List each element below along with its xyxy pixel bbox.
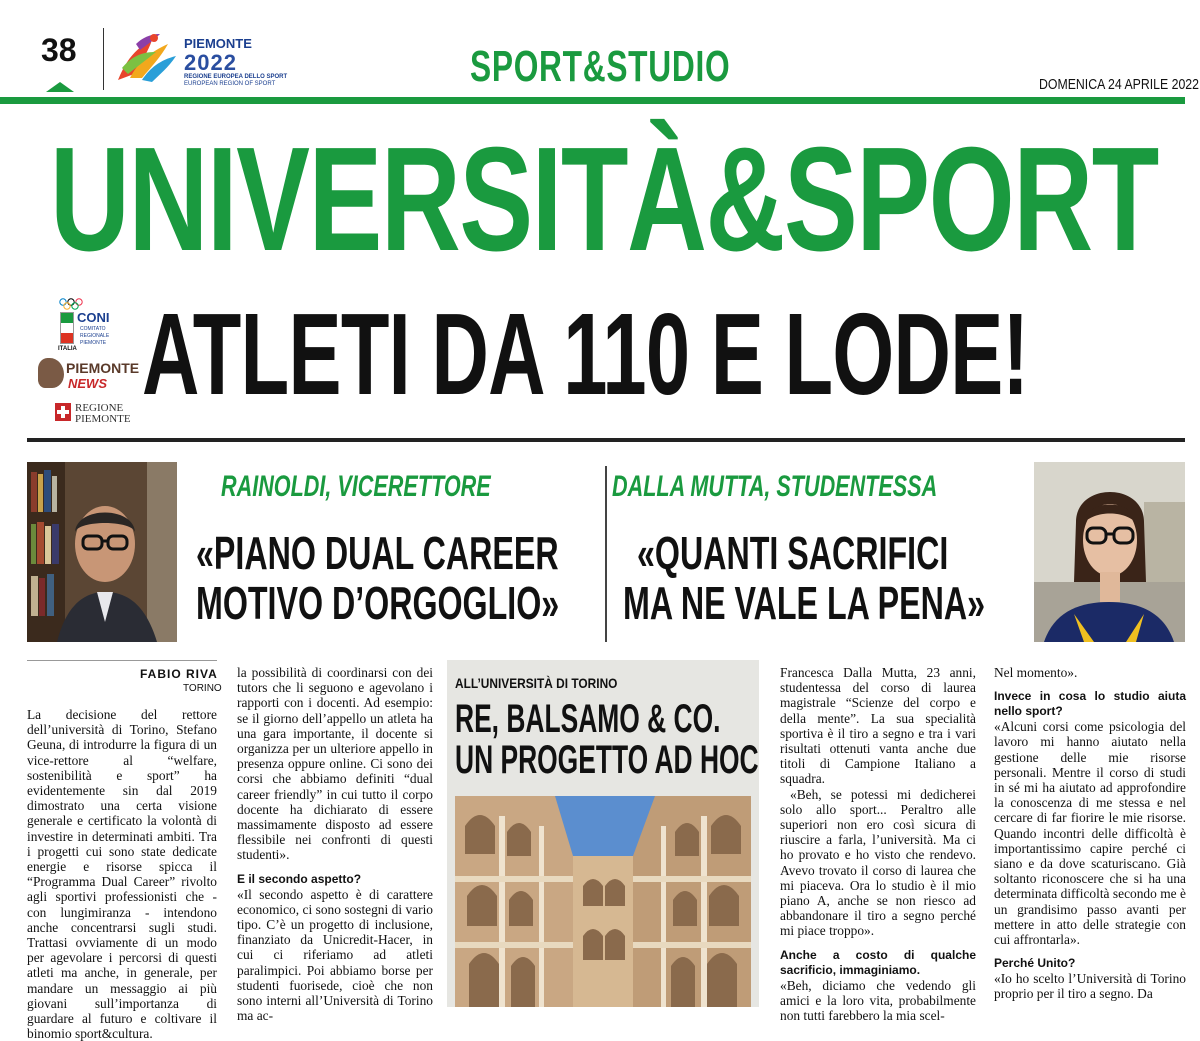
column-paragraph: la possibilità di coordinarsi con dei tutors che li seguono e agevolano i rapporti con i docenti. Ad esempio: se il giorno dell’appello un atleta ha una gara importante, il docente si organizza per un ulteriore appello in presenza oppure online. Ci sono dei corsi che abbiamo definiti “dual career friendly” in cui tutto il corpo docente ha dichiarato di essere massimamente disposto ad essere flessibile nei confronti di questi studenti». xyxy=(237,665,433,863)
headline-rule xyxy=(27,438,1185,442)
regione-label-2: PIEMONTE xyxy=(75,413,131,425)
section-title: SPORT&STUDIO xyxy=(470,42,731,91)
interview-question: Invece in cosa lo studio aiuta nello sport? xyxy=(994,689,1186,719)
interview-question: Perché Unito? xyxy=(994,956,1076,971)
rainoldi-photo xyxy=(27,462,177,642)
piemonte-map-icon xyxy=(38,358,64,388)
column-paragraph: «Io ho scelto l’Università di Torino proprio per il tiro a segno. Da xyxy=(994,971,1186,1002)
byline-rule xyxy=(27,660,217,661)
logo-title: PIEMONTE xyxy=(184,36,252,51)
interview-question: Anche a costo di qualche sacrificio, immaginiamo. xyxy=(780,947,976,977)
interview-question: E il secondo aspetto? xyxy=(237,871,362,886)
coni-flag-icon xyxy=(60,312,74,344)
column-paragraph: Nel momento». xyxy=(994,665,1078,680)
olympic-rings-icon xyxy=(58,298,88,310)
column-paragraph: Francesca Dalla Mutta, 23 anni, studentessa del corso di laurea magistrale “Scienze del corpo e della mente”. La sua specialità sportiva è il tiro a segno e tra i vari risultati ottenuti vanta anche due titoli di Campione Italiano a squadra. xyxy=(780,665,976,787)
coni-country: ITALIA xyxy=(58,346,77,352)
logo-subtitle-it: REGIONE EUROPEA DELLO SPORT xyxy=(184,74,288,80)
coni-subtitle-2: REGIONALE xyxy=(80,333,110,339)
byline-author: FABIO RIVA xyxy=(140,667,218,681)
article-column-2 xyxy=(237,665,433,1023)
left-interview-kicker: RAINOLDI, VICERETTORE xyxy=(221,470,491,503)
article-column-3 xyxy=(780,665,976,1023)
byline-city: TORINO xyxy=(183,683,222,694)
box-kicker: ALL’UNIVERSITÀ DI TORINO xyxy=(455,675,618,691)
box-headline-line2: UN PROGETTO AD HOC xyxy=(455,738,759,782)
main-headline: UNIVERSITÀ&SPORT xyxy=(50,117,1158,282)
piemonte-news-title: PIEMONTE xyxy=(66,360,140,376)
coni-subtitle-1: COMITATO xyxy=(80,326,106,332)
column-paragraph: «Beh, se potessi mi dedicherei solo allo sport... Peraltro alle superiori non ero così sicura di riuscire a farla, l’università. Ma ci ho provato e ho visto che rendevo. Avevo trovato il corso di laurea che mi piaceva. Ora lo studio è il mio piano A, anche se non riesco ad abbandonare il tiro a segno perché mi piace troppo». xyxy=(780,786,976,939)
piemonte-2022-logo-icon xyxy=(112,30,180,88)
left-interview-quote-line1: «PIANO DUAL CAREER xyxy=(196,527,559,579)
column-paragraph: La decisione del rettore dell’università di Torino, Stefano Geuna, di introdurre la figura di un vice-rettore al “welfare, sostenibilità e sport” ha evidentemente sin dal 2019 dimostrato una certa visione generale e certificato la volontà di investire in determinati ambiti. Tra i progetti cui sono state dedicate energie e risorse spicca il “Programma Dual Career” rivolto agli sportivi professionisti che - con lungimiranza - intendono anche concentrarsi sugli studi. Trattasi ovviamente di un modo per agevolare i percorsi di questi atleti ma anche, in generale, per mandare un messaggio ai più giovani sull’importanza di guardare al futuro e coltivare il binomio sport&cultura. xyxy=(27,707,217,1041)
logo-year: 2022 xyxy=(184,50,237,75)
left-interview-quote-line2: MOTIVO D’ORGOGLIO» xyxy=(196,577,560,629)
regione-label-1: REGIONE xyxy=(75,402,124,414)
column-paragraph: «Il secondo aspetto è di carattere economico, ci sono sostegni di vario tipo. C’è un progetto di inclusione, finanziato da Unicredit-Hacer, in cui ci riferiamo ad atleti paralimpici. Poi abbiamo borse per studenti fuorisede, cioè che non sono interni all’Università di Torino ma ac- xyxy=(237,886,433,1024)
column-paragraph: «Alcuni corsi come psicologia del lavoro mi hanno aiutato nella gestione delle mie risorse personali. Mentre il corso di studi in sé mi ha aiutato ad approfondire la conoscenza di me stessa e nel cercare di far fiorire le mie risorse. Quando incontri delle difficoltà è importantissimo capire perché ci siano e da dove scaturiscano. Già soltanto riconoscere che si ha una determinata difficoltà secondo me è un grandisimo passo avanti per mettere in atto delle strategie con cui affrontarla». xyxy=(994,719,1186,948)
coni-name: CONI xyxy=(77,310,110,325)
interview-divider xyxy=(605,466,607,642)
page-number-marker-icon xyxy=(46,82,74,92)
issue-date: DOMENICA 24 APRILE 2022 xyxy=(1039,76,1199,93)
coni-subtitle-3: PIEMONTE xyxy=(80,340,107,346)
university-courtyard-photo xyxy=(455,796,751,1007)
right-interview-quote-line2: MA NE VALE LA PENA» xyxy=(623,577,985,629)
page-number: 38 xyxy=(41,32,77,68)
sub-headline: ATLETI DA 110 E LODE! xyxy=(142,289,1029,419)
header-rule xyxy=(0,97,1185,104)
right-interview-quote-line1: «QUANTI SACRIFICI xyxy=(637,527,949,579)
article-column-1 xyxy=(27,707,217,1041)
box-headline-line1: RE, BALSAMO & CO. xyxy=(455,697,721,741)
column-paragraph: «Beh, diciamo che vedendo gli amici e la loro vita, probabilmente non tutti farebbero la mia scel- xyxy=(780,977,976,1024)
logo-subtitle-en: EUROPEAN REGION OF SPORT xyxy=(184,81,276,87)
header-divider xyxy=(103,28,104,90)
regione-cross-horizontal xyxy=(57,410,69,414)
right-interview-kicker: DALLA MUTTA, STUDENTESSA xyxy=(612,470,938,503)
article-column-4 xyxy=(994,665,1186,1002)
piemonte-news-subtitle: NEWS xyxy=(68,376,107,391)
dalla-mutta-photo xyxy=(1034,462,1185,642)
